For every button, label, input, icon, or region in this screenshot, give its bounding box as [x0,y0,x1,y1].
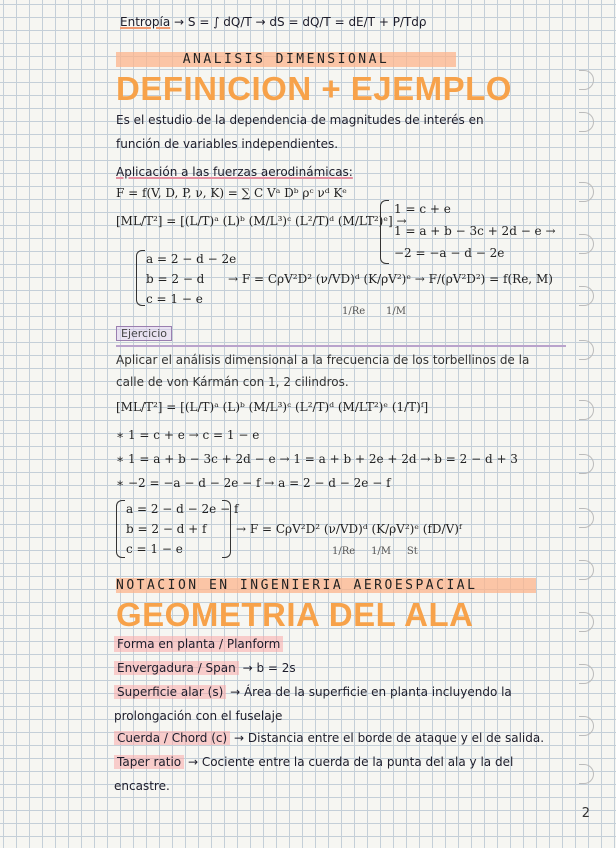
binding-ring [579,508,594,528]
binding-ring [579,234,594,254]
binding-ring [579,560,594,580]
force-result: → F = CρV²D² (ν/VD)ᵈ (K/ρV²)ᵉ → F/(ρV²D²) = f(Re, M) [228,272,553,286]
binding-ring [579,454,594,474]
binding-ring [579,286,594,306]
binding-ring [579,70,594,90]
definition-line-2: función de variables independientes. [116,137,339,151]
binding-ring [579,400,594,420]
taper-definition: → Cociente entre la cuerda de la punta del ala y la del [187,755,514,769]
span-line [114,660,296,676]
chord-line [114,730,544,746]
area-term: Superficie alar (s) [114,685,226,699]
area-definition: → Área de la superficie en planta incluyendo la [230,685,512,699]
binding-ring [579,764,594,784]
system-eq-1: 1 = c + e [394,202,451,216]
chord-definition: → Distancia entre el borde de ataque y el de salida. [234,731,545,745]
entropy-label: Entropía [120,15,171,29]
entropy-line [120,14,427,30]
system-eq-3: −2 = −a − d − 2e [394,246,505,260]
exercise-eq-1: ∗ 1 = c + e → c = 1 − e [116,428,260,442]
exercise-solution-a: a = 2 − d − 2e − f [126,502,239,516]
exercise-text-2: calle de von Kármán con 1, 2 cilindros. [116,375,349,389]
taper-term: Taper ratio [114,755,184,769]
entropy-formula: → S = ∫ dQ/T → dS = dQ/T = dE/T + P/Tdρ [174,15,427,29]
solution-b: b = 2 − d [146,272,205,286]
chord-term: Cuerda / Chord (c) [114,731,230,745]
binding-ring [579,340,594,360]
exercise-solution-c: c = 1 − e [126,542,183,556]
binding-ring [579,612,594,632]
exercise-text-1: Aplicar el análisis dimensional a la frecuencia de los torbellinos de la [116,353,530,367]
section-header-notacion: NOTACION EN INGENIERIA AEROESPACIAL [116,578,536,593]
binding-ring [579,716,594,736]
exercise-rule [116,345,566,347]
solution-a: a = 2 − d − 2e [146,252,237,266]
system-brace [380,200,389,264]
title-geometria: GEOMETRIA DEL ALA [116,596,474,633]
area-definition-cont: prolongación con el fuselaje [114,709,283,723]
span-term: Envergadura / Span [114,661,239,675]
exercise-solution-b: b = 2 − d + f [126,522,207,536]
solution-c: c = 1 − e [146,292,203,306]
exercise-label: Ejercicio [116,326,172,341]
binding-ring [579,664,594,684]
application-heading: Aplicación a las fuerzas aerodinámicas: [116,165,353,179]
area-line [114,684,512,700]
span-definition: → b = 2s [242,661,296,675]
exercise-solution-brace [116,500,125,558]
exercise-dimensionless-labels: 1/Re 1/M St [332,546,418,557]
exercise-closing-brace [222,500,231,558]
reynolds-label: 1/Re [342,306,366,317]
binding-ring [579,112,594,132]
exercise-eq-3: ∗ −2 = −a − d − 2e − f → a = 2 − d − 2e − f [116,476,391,490]
exercise-dimensions: [ML/T²] = [(L/T)ᵃ (L)ᵇ (M/L³)ᶜ (L²/T)ᵈ (M/LT²)ᵉ (1/T)ᶠ] [116,400,429,414]
section-header-analisis: ANALISIS DIMENSIONAL [116,52,456,67]
exercise-eq-2: ∗ 1 = a + b − 3c + 2d − e → 1 = a + b + 2e + 2d → b = 2 − d + 3 [116,452,518,466]
planform-term: Forma en planta / Planform [114,636,283,652]
dimension-equation: [ML/T²] = [(L/T)ᵃ (L)ᵇ (M/L³)ᶜ (L²/T)ᵈ (M/LT²)ᵉ] → [116,214,407,228]
binding-ring [579,182,594,202]
force-function: F = f(V, D, P, ν, K) = ∑ C Vᵃ Dᵇ ρᶜ νᵈ Kᵉ [116,186,347,200]
taper-line [114,754,513,770]
title-definicion: DEFINICION + EJEMPLO [116,70,512,107]
mach-label: 1/M [386,306,406,317]
page-number: 2 [581,806,590,821]
definition-line-1: Es el estudio de la dependencia de magnitudes de interés en [116,113,484,127]
taper-definition-cont: encastre. [114,779,170,793]
system-eq-2: 1 = a + b − 3c + 2d − e → [394,224,556,238]
exercise-result: → F = CρV²D² (ν/VD)ᵈ (K/ρV²)ᵉ (fD/V)ᶠ [236,522,462,536]
solution-brace [136,250,145,306]
